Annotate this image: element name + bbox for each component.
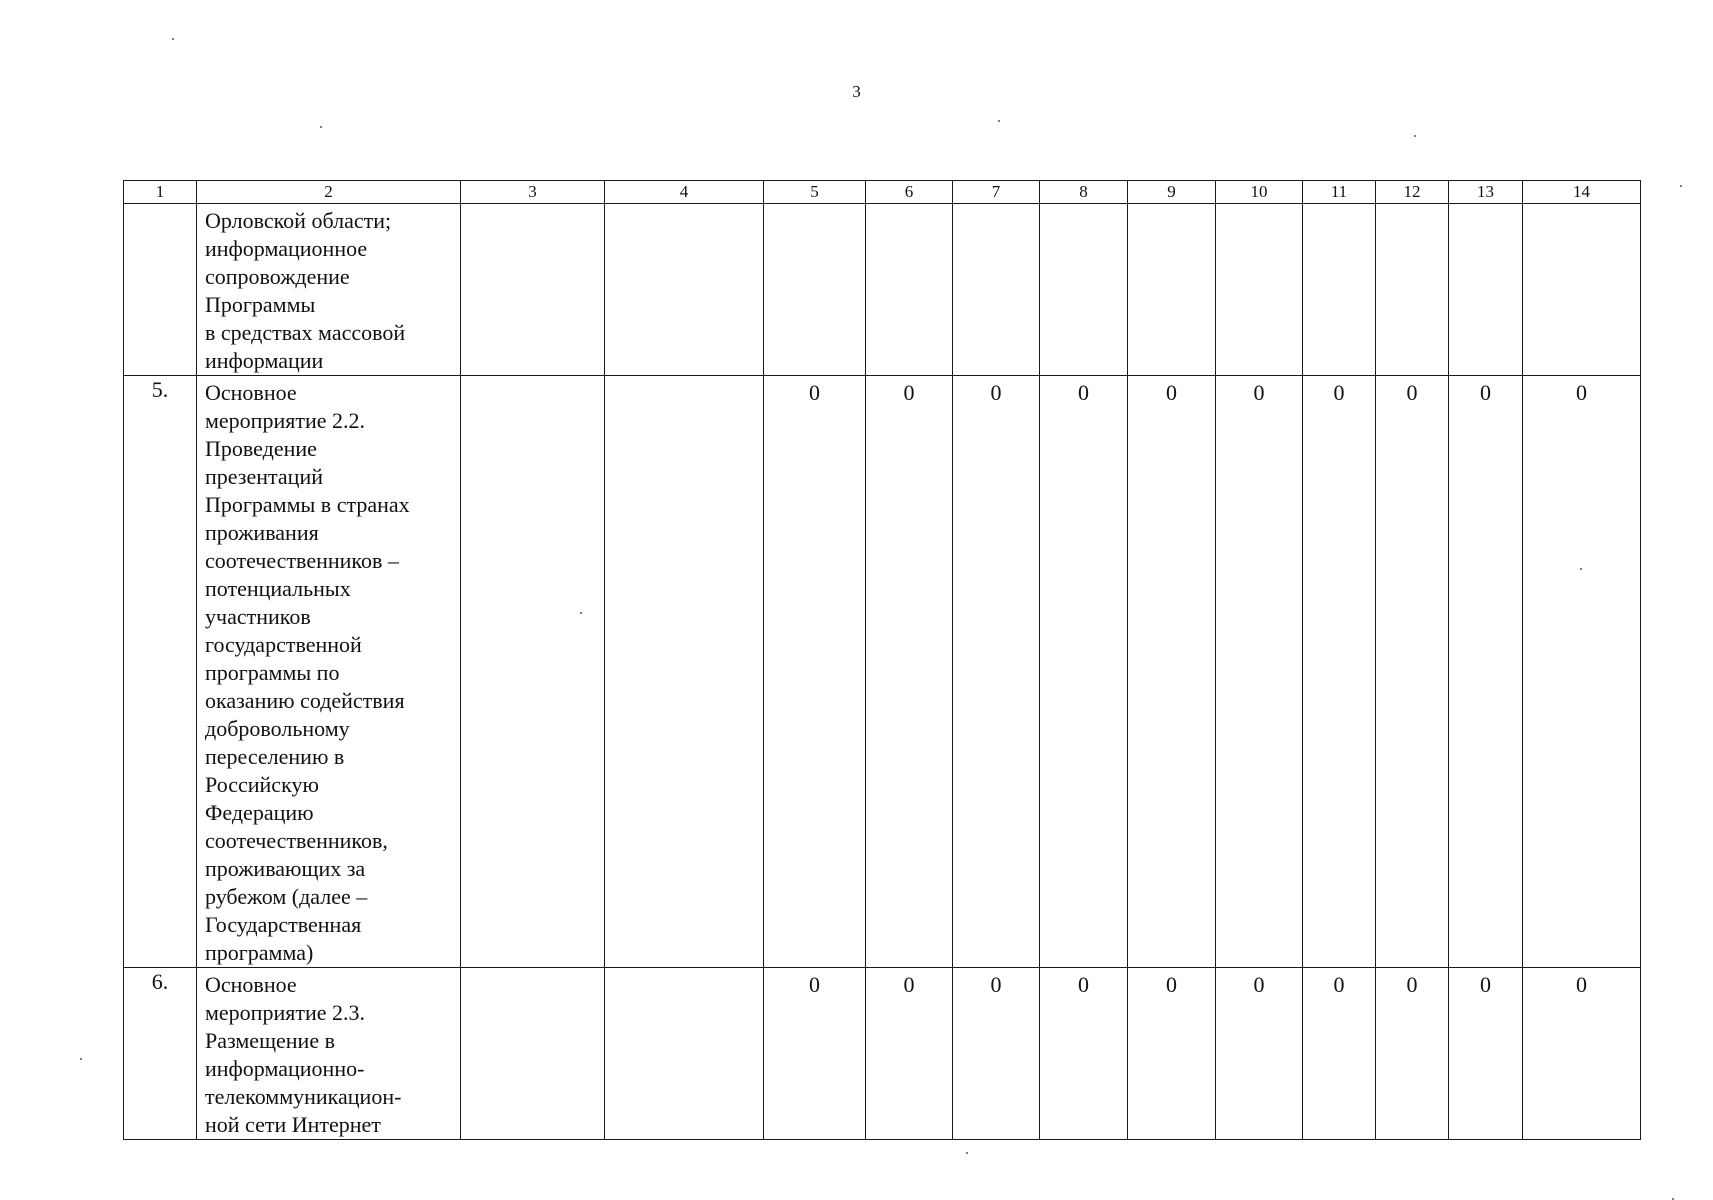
value-cell: 0 — [1303, 968, 1376, 1140]
column-header: 9 — [1128, 181, 1216, 204]
value-cell — [1523, 204, 1641, 376]
value-cell — [1040, 204, 1128, 376]
scan-speck — [1414, 135, 1416, 137]
value-cell — [1128, 204, 1216, 376]
value-cell — [953, 204, 1040, 376]
value-cell: 0 — [764, 376, 866, 968]
column-header: 6 — [866, 181, 953, 204]
table-cell — [605, 376, 764, 968]
scan-speck — [1680, 185, 1682, 187]
row-number: 5. — [124, 376, 197, 968]
column-header: 3 — [461, 181, 605, 204]
row-description: Орловской области; информационное сопровождение Программы в средствах массовой информации — [197, 204, 461, 376]
scan-speck — [80, 1058, 82, 1060]
value-cell: 0 — [1128, 376, 1216, 968]
value-cell: 0 — [1303, 376, 1376, 968]
column-header: 4 — [605, 181, 764, 204]
value-cell — [1216, 204, 1303, 376]
column-header: 8 — [1040, 181, 1128, 204]
column-header: 2 — [197, 181, 461, 204]
value-cell: 0 — [1216, 376, 1303, 968]
column-header: 1 — [124, 181, 197, 204]
scan-speck — [172, 38, 174, 40]
scan-speck — [320, 126, 322, 128]
value-cell — [764, 204, 866, 376]
value-cell: 0 — [764, 968, 866, 1140]
value-cell: 0 — [1040, 376, 1128, 968]
table-row — [124, 968, 1641, 1140]
scan-speck — [1580, 568, 1582, 570]
value-cell: 0 — [1128, 968, 1216, 1140]
row-description: Основное мероприятие 2.2. Проведение презентаций Программы в странах проживания соотечественников – потенциальных участников государственной программы по оказанию содействия добровольному переселению в Российскую Федерацию соотечественников, проживающих за рубежом (далее – Государственная программа) — [197, 376, 461, 968]
column-number-row — [124, 181, 1641, 204]
table-cell — [605, 968, 764, 1140]
table-row — [124, 376, 1641, 968]
scan-speck — [998, 120, 1000, 122]
row-number — [124, 204, 197, 376]
value-cell — [866, 204, 953, 376]
row-number: 6. — [124, 968, 197, 1140]
table-cell — [461, 968, 605, 1140]
value-cell — [1449, 204, 1523, 376]
column-header: 12 — [1376, 181, 1449, 204]
value-cell: 0 — [1376, 968, 1449, 1140]
value-cell: 0 — [866, 376, 953, 968]
page-number: 3 — [852, 82, 861, 101]
column-header: 14 — [1523, 181, 1641, 204]
column-header: 5 — [764, 181, 866, 204]
table-cell — [461, 376, 605, 968]
value-cell: 0 — [866, 968, 953, 1140]
column-header: 13 — [1449, 181, 1523, 204]
row-description: Основное мероприятие 2.3. Размещение в информационно- телекоммуникацион- ной сети Интернет — [197, 968, 461, 1140]
table-row — [124, 204, 1641, 376]
budget-table — [123, 180, 1641, 1140]
value-cell: 0 — [1523, 968, 1641, 1140]
value-cell: 0 — [1040, 968, 1128, 1140]
column-header: 7 — [953, 181, 1040, 204]
value-cell: 0 — [953, 376, 1040, 968]
table-cell — [605, 204, 764, 376]
column-header: 10 — [1216, 181, 1303, 204]
value-cell — [1376, 204, 1449, 376]
scan-speck — [580, 612, 582, 614]
scan-speck — [966, 1152, 968, 1154]
value-cell — [1303, 204, 1376, 376]
value-cell: 0 — [1523, 376, 1641, 968]
value-cell: 0 — [1216, 968, 1303, 1140]
column-header: 11 — [1303, 181, 1376, 204]
table-cell — [461, 204, 605, 376]
value-cell: 0 — [1449, 968, 1523, 1140]
value-cell: 0 — [953, 968, 1040, 1140]
value-cell: 0 — [1376, 376, 1449, 968]
value-cell: 0 — [1449, 376, 1523, 968]
